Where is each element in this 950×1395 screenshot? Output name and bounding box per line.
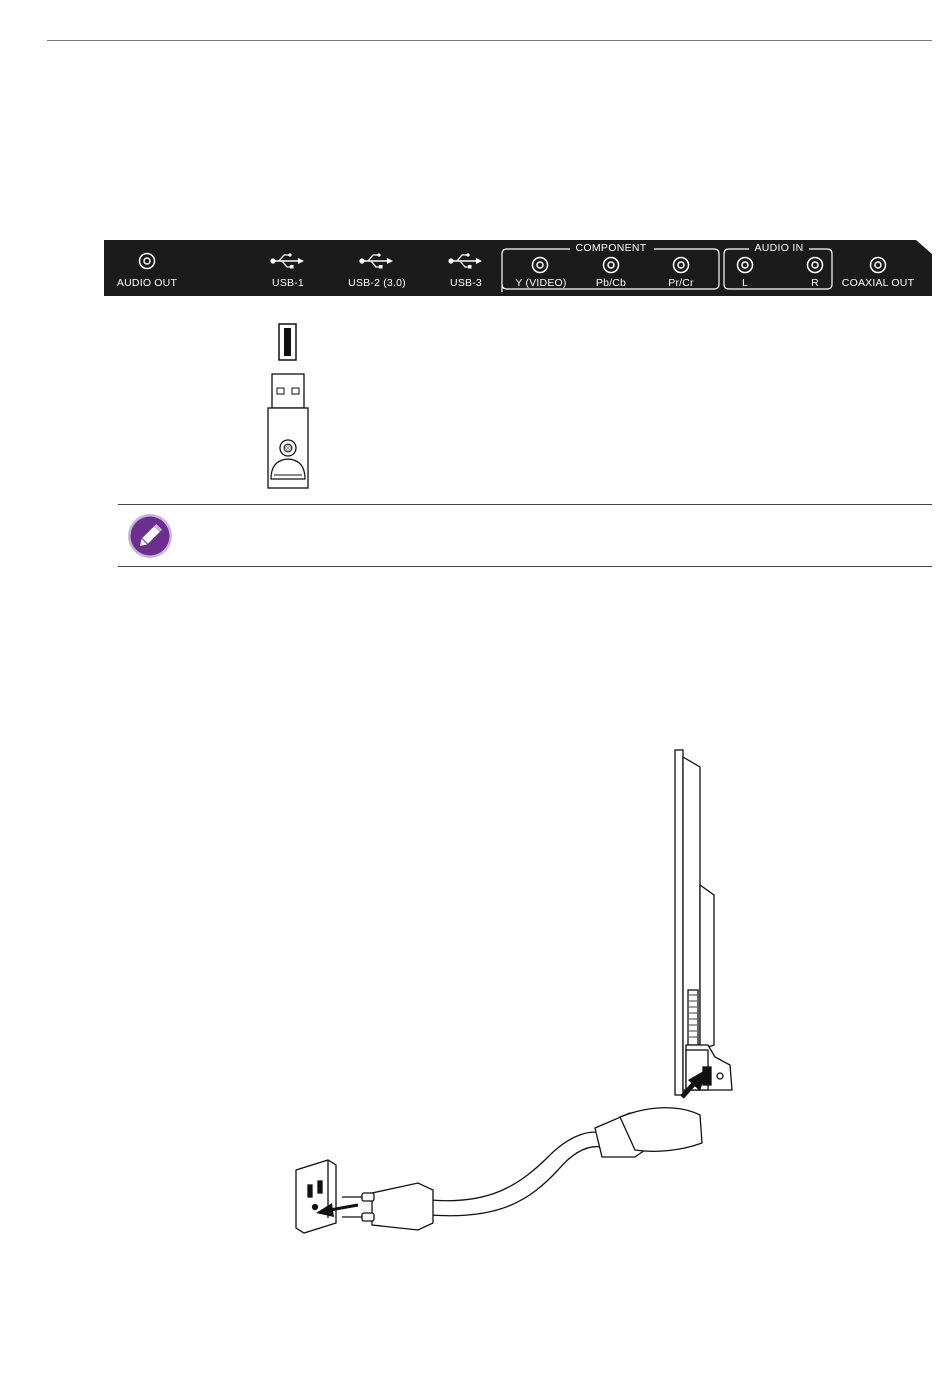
usb-icon[interactable] (270, 252, 304, 270)
port-label-pr-cr: Pr/Cr (668, 277, 694, 289)
power-cord-icon (342, 1108, 702, 1230)
note-rule-bottom (118, 566, 932, 567)
port-label-audio-r: R (811, 277, 819, 289)
rca-jack-icon[interactable] (602, 256, 620, 274)
port-label-pb-cb: Pb/Cb (595, 277, 627, 289)
power-connection-illustration (290, 745, 750, 1245)
note-rule-top (118, 504, 932, 505)
port-label-coaxial-out: COAXIAL OUT (841, 277, 915, 289)
group-label-audio-in: AUDIO IN (751, 242, 806, 254)
port-label-y-video: Y (VIDEO) (515, 277, 567, 289)
rca-jack-icon[interactable] (736, 256, 754, 274)
usb-flash-drive-icon (266, 322, 310, 492)
port-label-usb-1: USB-1 (272, 277, 304, 289)
group-label-component: COMPONENT (573, 242, 650, 254)
audio-jack-icon[interactable] (869, 256, 887, 274)
connector-panel (104, 240, 932, 296)
port-label-audio-l: L (741, 277, 749, 289)
port-label-usb-3: USB-3 (450, 277, 482, 289)
usb-icon[interactable] (448, 252, 482, 270)
rca-jack-icon[interactable] (531, 256, 549, 274)
port-label-usb-2: USB-2 (3.0) (348, 277, 406, 289)
pencil-note-icon (127, 513, 173, 559)
rca-jack-icon[interactable] (672, 256, 690, 274)
display-side-view-icon (675, 750, 732, 1095)
audio-jack-icon[interactable] (138, 252, 156, 270)
usb-icon[interactable] (359, 252, 393, 270)
header-rule (47, 40, 932, 41)
wall-outlet-icon (296, 1160, 336, 1233)
port-label-audio-out: AUDIO OUT (116, 277, 178, 289)
rca-jack-icon[interactable] (806, 256, 824, 274)
